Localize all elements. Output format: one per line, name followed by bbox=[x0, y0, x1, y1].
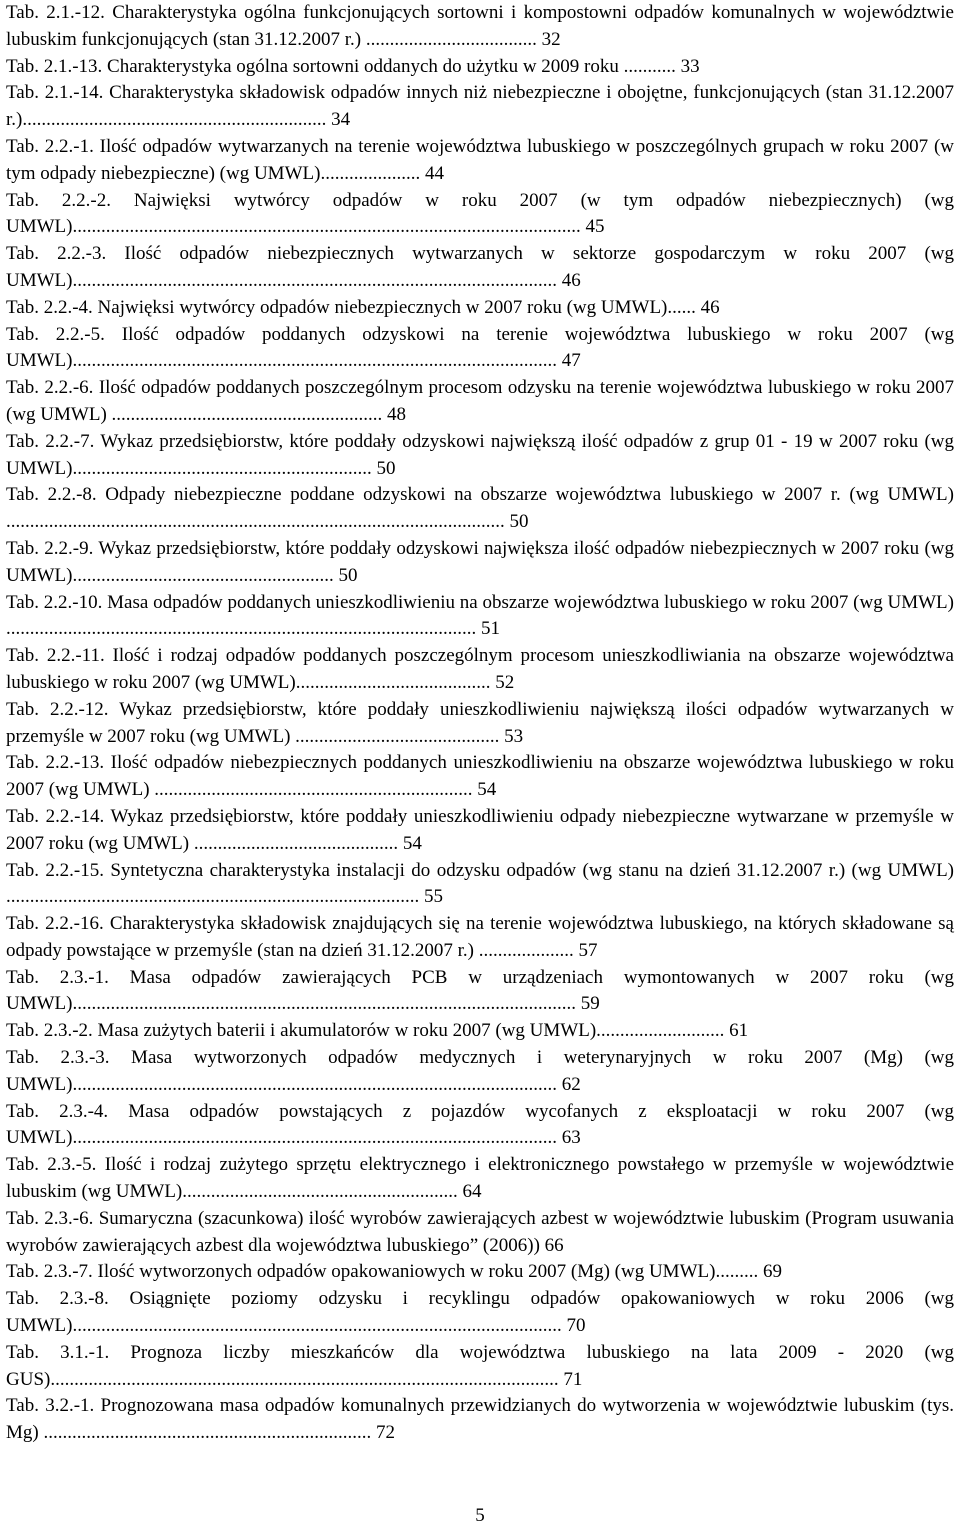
toc-entry-leader-and-page bbox=[72, 993, 599, 1014]
toc-entry-title: Tab. 2.2.-8. Odpady niebezpieczne poddane odzyskowi na obszarze województwa lubuskiego w 2007 r. (wg UMWL) bbox=[6, 484, 954, 506]
toc-entry[interactable] bbox=[6, 1206, 954, 1260]
toc-leader-dots: ...................................................................................................... bbox=[72, 269, 557, 291]
toc-entry-title: Tab. 2.3.-5. Ilość i rodzaj zużytego sprzętu elektrycznego i elektronicznego powstałego w przemyśle w województwie lubuskim (wg UMWL) bbox=[6, 1154, 954, 1203]
toc-page-number: 52 bbox=[495, 671, 515, 693]
toc-entry-title: Tab. 2.2.-1. Ilość odpadów wytwarzanych na terenie województwa lubuskiego w poszczególnych grupach w roku 2007 (w tym odpady niebezpieczne) (wg UMWL) bbox=[6, 135, 954, 184]
toc-entry[interactable] bbox=[6, 54, 954, 81]
toc-entry-leader-and-page bbox=[43, 1422, 395, 1443]
toc-entry-title: Tab. 2.2.-11. Ilość i rodzaj odpadów poddanych poszczególnym procesom unieszkodliwiania na obszarze województwa lubuskiego w roku 2007 (wg UMWL) bbox=[6, 645, 954, 693]
toc-entry-title: Tab. 2.1.-14. Charakterystyka składowisk odpadów innych niż niebezpieczne i obojętne, funkcjonujących (stan 31.12.2007 r.) bbox=[6, 82, 954, 131]
toc-leader-dots: ....................................................... bbox=[72, 564, 334, 586]
toc-leader-dots: ........................................................................................................... bbox=[50, 1368, 559, 1390]
toc-page-number: 47 bbox=[561, 350, 581, 372]
toc-entry-leader-and-page bbox=[72, 458, 395, 479]
toc-entry-title: Tab. 2.3.-2. Masa zużytych baterii i akumulatorów w roku 2007 (wg UMWL) bbox=[6, 1020, 597, 1042]
toc-entry-title: Tab. 2.2.-12. Wykaz przedsiębiorstw, które poddały unieszkodliwieniu największą ilości odpadów wytwarzanych w przemyśle w 2007 roku (wg UMWL) bbox=[6, 698, 954, 747]
toc-page-number: 33 bbox=[680, 55, 700, 77]
toc-leader-dots: ........... bbox=[623, 55, 676, 77]
toc-entry-title: Tab. 2.3.-3. Masa wytworzonych odpadów medycznych i weterynaryjnych w roku 2007 (Mg) (wg UMWL) bbox=[6, 1047, 954, 1095]
toc-entry[interactable] bbox=[6, 697, 954, 751]
toc-leader-dots: ...................................................................................................... bbox=[72, 1127, 557, 1149]
toc-entry-title: Tab. 3.2.-1. Prognozowana masa odpadów komunalnych przewidzianych do wytworzenia w województwie lubuskim (tys. Mg) bbox=[6, 1395, 954, 1444]
toc-leader-dots: ........................................... bbox=[193, 832, 399, 854]
toc-entry-leader-and-page bbox=[22, 109, 350, 130]
toc-entry-title: Tab. 2.2.-6. Ilość odpadów poddanych poszczególnym procesom odzysku na terenie województwa lubuskiego w roku 2007 (wg UMWL) bbox=[6, 377, 954, 425]
toc-entry-leader-and-page bbox=[194, 833, 422, 854]
toc-entry[interactable] bbox=[6, 375, 954, 429]
toc-entry[interactable] bbox=[6, 1018, 954, 1045]
toc-entry[interactable] bbox=[6, 429, 954, 483]
toc-entry[interactable] bbox=[6, 750, 954, 804]
toc-entry-title: Tab. 2.3.-4. Masa odpadów powstających z pojazdów wycofanych z eksploatacji w roku 2007 (wg UMWL) bbox=[6, 1100, 954, 1149]
toc-entry-title: Tab. 2.2.-2. Najwięksi wytwórcy odpadów w roku 2007 (w tym odpadów niebezpiecznych) (wg UMWL) bbox=[6, 189, 954, 238]
toc-page-number: 61 bbox=[729, 1020, 749, 1042]
toc-entry-leader-and-page bbox=[154, 779, 496, 800]
toc-entry-leader-and-page bbox=[366, 29, 561, 50]
toc-entry-leader-and-page bbox=[715, 1261, 782, 1282]
toc-leader-dots: ..................... bbox=[320, 162, 421, 184]
toc-entry-leader-and-page bbox=[182, 1181, 481, 1202]
toc-entry-leader-and-page bbox=[112, 404, 407, 425]
toc-entry-title: Tab. 2.2.-5. Ilość odpadów poddanych odzyskowi na terenie województwa lubuskiego w roku 2007 (wg UMWL) bbox=[6, 323, 954, 372]
toc-page-number: 69 bbox=[762, 1261, 782, 1283]
toc-entry[interactable] bbox=[6, 1393, 954, 1447]
toc-leader-dots: ...................................................................................................... bbox=[72, 1073, 557, 1095]
toc-entry[interactable] bbox=[6, 482, 954, 536]
toc-entry-leader-and-page bbox=[320, 163, 444, 184]
page-number: 5 bbox=[475, 1505, 485, 1526]
toc-leader-dots: ................................................................ bbox=[22, 109, 327, 131]
toc-entry[interactable] bbox=[6, 295, 954, 322]
toc-entry-leader-and-page bbox=[72, 270, 580, 291]
toc-entry-leader-and-page bbox=[624, 56, 700, 77]
toc-entry[interactable] bbox=[6, 804, 954, 858]
toc-leader-dots: .................................... bbox=[365, 28, 537, 50]
toc-leader-dots: ......... bbox=[715, 1261, 759, 1283]
toc-leader-dots: .......................................................................................................... bbox=[72, 993, 576, 1015]
toc-leader-dots: ........................................................................................................... bbox=[72, 216, 581, 238]
toc-page-number: 50 bbox=[338, 564, 358, 586]
toc-entry-title: Tab. 2.2.-10. Masa odpadów poddanych unieszkodliwieniu na obszarze województwa lubuskiego w roku 2007 (wg UMWL) bbox=[6, 591, 954, 613]
toc-entry[interactable] bbox=[6, 643, 954, 697]
toc-leader-dots: ................................................................... bbox=[154, 779, 473, 801]
toc-entry[interactable] bbox=[6, 322, 954, 376]
toc-page-number: 72 bbox=[375, 1422, 395, 1444]
toc-entry[interactable] bbox=[6, 80, 954, 134]
toc-entry[interactable] bbox=[6, 911, 954, 965]
toc-page-number: 34 bbox=[331, 109, 351, 131]
toc-leader-dots: .......................................................... bbox=[182, 1181, 458, 1203]
toc-page-number: 45 bbox=[585, 216, 605, 238]
toc-entry[interactable] bbox=[6, 188, 954, 242]
toc-entry-leader-and-page bbox=[72, 565, 357, 586]
toc-entry-leader-and-page bbox=[479, 940, 598, 961]
toc-page-number: 50 bbox=[376, 457, 396, 479]
toc-entry[interactable] bbox=[6, 1286, 954, 1340]
toc-entry-leader-and-page bbox=[50, 1369, 582, 1390]
toc-page-number: 48 bbox=[387, 403, 407, 425]
toc-leader-dots: ....................................................................................... bbox=[6, 886, 420, 908]
toc-page-number: 64 bbox=[462, 1181, 482, 1203]
toc-page-number: 46 bbox=[700, 296, 720, 318]
toc-entry-title: Tab. 2.1.-13. Charakterystyka ogólna sortowni oddanych do użytku w 2009 roku bbox=[6, 55, 624, 77]
toc-leader-dots: ....................................................................................................... bbox=[72, 1315, 562, 1337]
toc-entry[interactable] bbox=[6, 590, 954, 644]
toc-entry-title: Tab. 2.2.-7. Wykaz przedsiębiorstw, które poddały odzyskowi największą ilość odpadów z grup 01 - 19 w 2007 roku (wg UMWL) bbox=[6, 430, 954, 479]
toc-entry[interactable] bbox=[6, 0, 954, 54]
toc-entry[interactable] bbox=[6, 965, 954, 1019]
toc-entry[interactable] bbox=[6, 858, 954, 912]
toc-entry[interactable] bbox=[6, 1152, 954, 1206]
toc-entry[interactable] bbox=[6, 1045, 954, 1099]
toc-leader-dots: ...... bbox=[667, 296, 696, 318]
toc-entry-title: Tab. 2.2.-16. Charakterystyka składowisk znajdujących się na terenie województwa lubuskiego, na których składowane są odpady powstające w przemyśle (stan na dzień 31.12.2007 r.) bbox=[6, 913, 954, 961]
toc-entry-leader-and-page bbox=[667, 297, 719, 318]
toc-entry-leader-and-page bbox=[72, 1074, 580, 1095]
toc-entry-leader-and-page bbox=[6, 511, 529, 532]
toc-leader-dots: ......................................... bbox=[295, 671, 491, 693]
toc-leader-dots: ...................................................................................................... bbox=[72, 350, 557, 372]
toc-page-number: 57 bbox=[578, 939, 598, 961]
toc-entry-leader-and-page bbox=[72, 1127, 580, 1148]
toc-entry-title: Tab. 2.2.-4. Najwięksi wytwórcy odpadów niebezpiecznych w 2007 roku (wg UMWL) bbox=[6, 296, 668, 318]
toc-page-number: 66 bbox=[544, 1234, 564, 1256]
toc-entry[interactable] bbox=[6, 134, 954, 188]
toc-page-number: 55 bbox=[424, 886, 443, 908]
toc-entry-title: Tab. 2.3.-7. Ilość wytworzonych odpadów opakowaniowych w roku 2007 (Mg) (wg UMWL) bbox=[6, 1261, 716, 1283]
toc-entry[interactable] bbox=[6, 536, 954, 590]
toc-page-number: 63 bbox=[561, 1127, 581, 1149]
toc-entry-title: Tab. 3.1.-1. Prognoza liczby mieszkańców dla województwa lubuskiego na lata 2009 - 2020 (wg GUS) bbox=[6, 1341, 954, 1390]
toc-page-number: 46 bbox=[561, 269, 581, 291]
toc-entry-leader-and-page bbox=[296, 672, 515, 693]
toc-leader-dots: ......................................................................................................... bbox=[6, 511, 505, 533]
toc-entry-leader-and-page bbox=[540, 1235, 564, 1256]
toc-page-number: 53 bbox=[504, 725, 524, 747]
toc-page-number: 51 bbox=[481, 618, 500, 640]
toc-entry-title: Tab. 2.3.-6. Sumaryczna (szacunkowa) ilość wyrobów zawierających azbest w województwie lubuskim (Program usuwania wyrobów zawierających azbest dla województwa lubuskiego” (2006)) bbox=[6, 1207, 954, 1256]
toc-page-number: 54 bbox=[402, 832, 422, 854]
toc-leader-dots: ............................................................... bbox=[72, 457, 372, 479]
toc-entry-leader-and-page bbox=[295, 726, 523, 747]
toc-page-number: 62 bbox=[561, 1073, 581, 1095]
toc-page-number: 59 bbox=[580, 993, 600, 1015]
toc-entry-leader-and-page bbox=[596, 1020, 748, 1041]
toc-page-number: 70 bbox=[566, 1315, 586, 1337]
toc-leader-dots: ........................................... bbox=[295, 725, 500, 747]
toc-entry-leader-and-page bbox=[72, 216, 604, 237]
toc-entry-title: Tab. 2.1.-12. Charakterystyka ogólna funkcjonujących sortowni i kompostowni odpadów komunalnych w województwie lubuskim funkcjonujących (stan 31.12.2007 r.) bbox=[6, 2, 954, 50]
toc-page-number: 50 bbox=[509, 511, 529, 533]
toc-entry-title: Tab. 2.2.-15. Syntetyczna charakterystyka instalacji do odzysku odpadów (wg stanu na dzień 31.12.2007 r.) (wg UMWL) bbox=[6, 859, 954, 881]
toc-entry-title: Tab. 2.3.-1. Masa odpadów zawierających PCB w urządzeniach wymontowanych w 2007 roku (wg UMWL) bbox=[6, 966, 954, 1015]
toc-leader-dots: .................... bbox=[478, 939, 574, 961]
toc-entry-title: Tab. 2.2.-9. Wykaz przedsiębiorstw, które poddały odzyskowi największa ilość odpadów niebezpiecznych w 2007 roku (wg UMWL) bbox=[6, 537, 954, 586]
toc-leader-dots: ..................................................................... bbox=[43, 1422, 372, 1444]
toc-entry-title: Tab. 2.3.-8. Osiągnięte poziomy odzysku i recyklingu odpadów opakowaniowych w roku 2006 (wg UMWL) bbox=[6, 1288, 954, 1337]
toc-entry-leader-and-page bbox=[6, 886, 443, 907]
toc-leader-dots: ......................................................... bbox=[111, 403, 383, 425]
toc-entry[interactable] bbox=[6, 1340, 954, 1394]
toc-leader-dots: ........................... bbox=[596, 1020, 725, 1042]
toc-entry[interactable] bbox=[6, 241, 954, 295]
toc-entry-leader-and-page bbox=[72, 350, 580, 371]
toc-page-number: 71 bbox=[563, 1368, 583, 1390]
toc-entry-leader-and-page bbox=[72, 1315, 585, 1336]
toc-page-number: 44 bbox=[424, 162, 444, 184]
toc-entry-leader-and-page bbox=[6, 618, 500, 639]
toc-entry-title: Tab. 2.2.-14. Wykaz przedsiębiorstw, które poddały unieszkodliwieniu odpady niebezpieczne wytwarzane w przemyśle w 2007 roku (wg UMWL) bbox=[6, 805, 954, 854]
toc-leader-dots: ................................................................................................... bbox=[6, 618, 477, 640]
table-of-tables bbox=[6, 0, 954, 1447]
toc-page-number: 54 bbox=[477, 779, 497, 801]
toc-entry-title: Tab. 2.2.-3. Ilość odpadów niebezpiecznych wytwarzanych w sektorze gospodarczym w roku 2007 (wg UMWL) bbox=[6, 243, 954, 291]
toc-entry[interactable] bbox=[6, 1259, 954, 1286]
toc-entry-title: Tab. 2.2.-13. Ilość odpadów niebezpiecznych poddanych unieszkodliwieniu na obszarze województwa lubuskiego w roku 2007 (wg UMWL) bbox=[6, 752, 954, 801]
toc-entry[interactable] bbox=[6, 1099, 954, 1153]
toc-page-number: 32 bbox=[541, 28, 561, 50]
